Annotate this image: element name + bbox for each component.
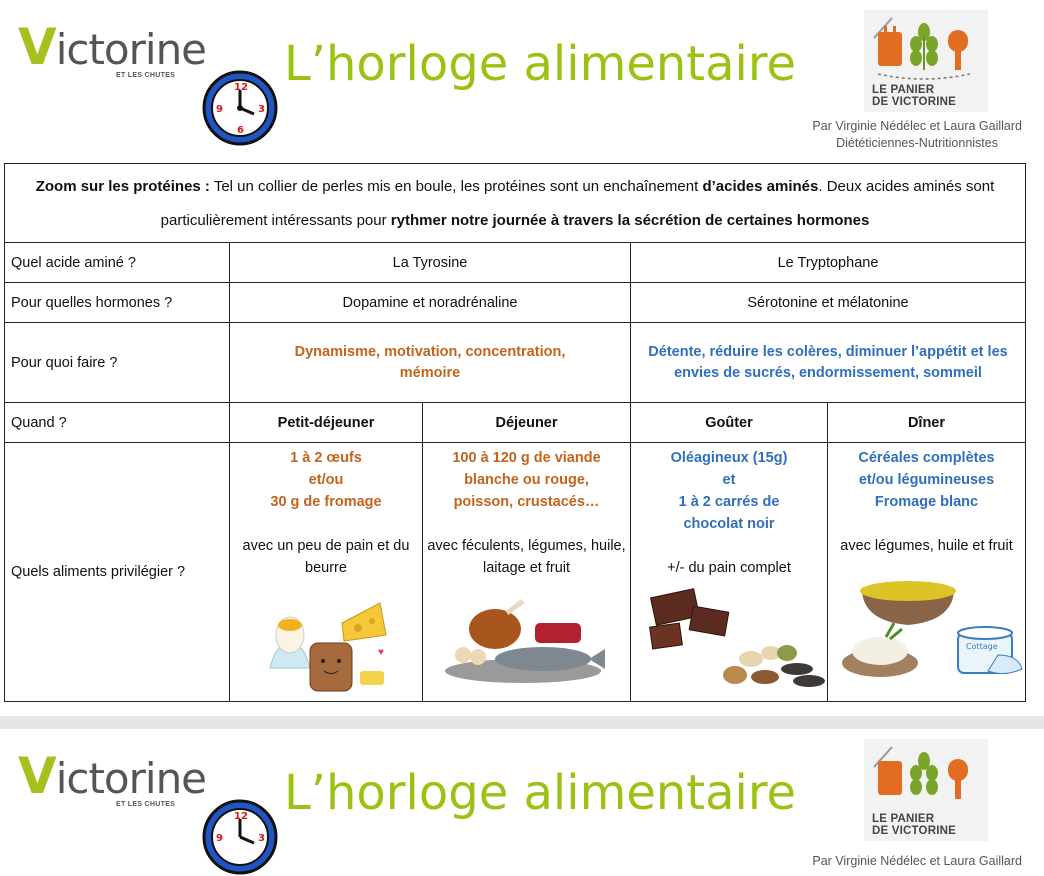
svg-text:9: 9: [216, 104, 223, 115]
dinner-illustration: [828, 573, 1026, 693]
clock-icon: [200, 797, 280, 876]
snack-illustration: [631, 573, 839, 693]
victorine-logo: Victorine ET LES CHUTES: [18, 747, 207, 808]
basket-icon: [864, 739, 988, 813]
document-page-2: [0, 729, 1044, 876]
table-row: Quel acide aminé ? La Tyrosine Le Tryptophane: [5, 243, 1026, 283]
svg-text:6: 6: [237, 125, 244, 136]
table-row: Quels aliments privilégier ? 1 à 2 œufs et/ou 30 g de fromage avec un peu de pain et du beurre ♥ 100 à 120 g de viande blanche ou rouge, poisson, crustacés… avec féculents, légumes, huile, laitage et fruit Oléagineux (15g) et 1 à 2 carrés de chocolat noir +/- du pain complet Céréales complètes et/ou légumineuses Fromage blanc avec légumes, huile et fruit Cottage: [5, 443, 1026, 702]
authors: Par Virginie Nédélec et Laura Gaillard Diététiciennes-Nutritionnistes: [812, 119, 1022, 150]
panier-logo: LE PANIER DE VICTORINE: [864, 10, 988, 112]
basket-icon: [864, 10, 988, 84]
svg-text:Cottage: Cottage: [966, 642, 998, 651]
food-breakfast: 1 à 2 œufs et/ou 30 g de fromage avec un peu de pain et du beurre ♥: [230, 443, 423, 702]
intro-row: Zoom sur les protéines : Tel un collier de perles mis en boule, les protéines sont un enchaînement d’acides aminés. Deux acides aminés sont particulièrement intéressants pour rythmer notre journée à travers la sécrétion de certaines hormones: [5, 164, 1026, 243]
victorine-logo: Victorine ET LES CHUTES: [18, 18, 207, 79]
proteins-table: [4, 163, 1026, 702]
table-row: Pour quelles hormones ? Dopamine et noradrénaline Sérotonine et mélatonine: [5, 283, 1026, 323]
food-snack: Oléagineux (15g) et 1 à 2 carrés de chocolat noir +/- du pain complet: [631, 443, 828, 702]
svg-text:♥: ♥: [378, 647, 384, 658]
svg-text:12: 12: [234, 811, 248, 822]
page-title: L’horloge alimentaire: [284, 765, 797, 821]
breakfast-illustration: [230, 573, 423, 693]
table-row: Quand ? Petit-déjeuner Déjeuner Goûter Dîner: [5, 403, 1026, 443]
svg-text:9: 9: [216, 833, 223, 844]
food-dinner: Céréales complètes et/ou légumineuses Fromage blanc avec légumes, huile et fruit Cottage: [828, 443, 1026, 702]
page-title: L’horloge alimentaire: [284, 36, 797, 92]
authors: Par Virginie Nédélec et Laura Gaillard: [812, 854, 1022, 868]
table-row: Pour quoi faire ? Dynamisme, motivation, concentration, mémoire Détente, réduire les colères, diminuer l’appétit et les envies de sucrés, endormissement, sommeil: [5, 323, 1026, 403]
svg-text:12: 12: [234, 82, 248, 93]
svg-text:3: 3: [258, 833, 265, 844]
clock-icon: [200, 68, 280, 148]
svg-text:3: 3: [258, 104, 265, 115]
lunch-illustration: [423, 573, 616, 693]
food-lunch: 100 à 120 g de viande blanche ou rouge, poisson, crustacés… avec féculents, légumes, huile, laitage et fruit: [423, 443, 631, 702]
panier-logo: LE PANIER DE VICTORINE: [864, 739, 988, 841]
